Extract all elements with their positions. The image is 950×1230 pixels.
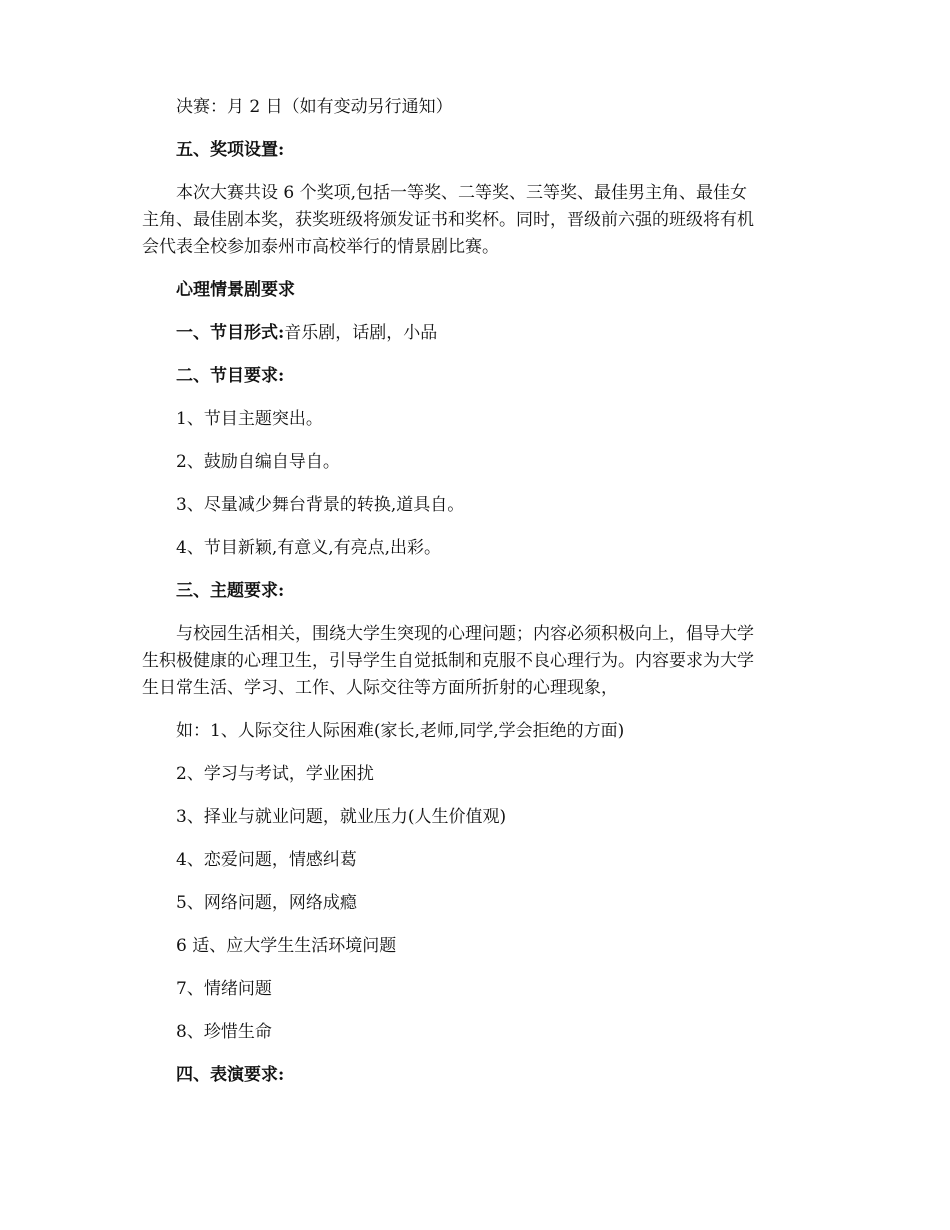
awards-paragraph bbox=[142, 180, 812, 261]
program-form-value: 音乐剧，话剧，小品 bbox=[284, 323, 438, 343]
requirements-title: 心理情景剧要求 bbox=[176, 280, 295, 300]
theme-line-3: 生日常生活、学习、工作、人际交往等方面所折射的心理现象， bbox=[142, 678, 618, 698]
program-form-heading: 一、节目形式: bbox=[176, 323, 285, 343]
awards-line-3: 会代表全校参加泰州市高校举行的情景剧比赛。 bbox=[142, 237, 499, 257]
theme-line-1: 与校园生活相关，围绕大学生突现的心理问题；内容必须积极向上，倡导大学 bbox=[176, 624, 754, 644]
program-item: 1、节目主题突出。 bbox=[176, 409, 323, 429]
theme-line-2: 生积极健康的心理卫生，引导学生自觉抵制和克服不良心理行为。内容要求为大学 bbox=[142, 651, 754, 671]
program-item: 2、鼓励自编自导自。 bbox=[176, 452, 340, 472]
program-requirements-heading: 二、节目要求: bbox=[176, 366, 285, 386]
theme-item: 7、情绪问题 bbox=[176, 979, 272, 999]
theme-item: 2、学习与考试，学业困扰 bbox=[176, 764, 374, 784]
final-round-text: 决赛：月 2 日（如有变动另行通知） bbox=[176, 97, 453, 117]
awards-line-2: 主角、最佳剧本奖，获奖班级将颁发证书和奖杯。同时，晋级前六强的班级将有机 bbox=[142, 210, 754, 230]
theme-requirements-heading: 三、主题要求: bbox=[176, 581, 285, 601]
awards-line-1: 本次大赛共设 6 个奖项,包括一等奖、二等奖、三等奖、最佳男主角、最佳女 bbox=[176, 183, 748, 203]
theme-item: 5、网络问题，网络成瘾 bbox=[176, 893, 357, 913]
theme-paragraph bbox=[142, 621, 812, 702]
theme-item: 如：1、人际交往人际困难(家长,老师,同学,学会拒绝的方面) bbox=[176, 721, 625, 741]
program-item: 4、节目新颖,有意义,有亮点,出彩。 bbox=[176, 538, 442, 558]
performance-requirements-heading: 四、表演要求: bbox=[176, 1065, 285, 1085]
theme-item: 3、择业与就业问题，就业压力(人生价值观) bbox=[176, 807, 507, 827]
theme-item: 6 适、应大学生生活环境问题 bbox=[176, 936, 397, 956]
program-item: 3、尽量减少舞台背景的转换,道具自。 bbox=[176, 495, 465, 515]
section-awards-heading: 五、奖项设置: bbox=[176, 140, 285, 160]
theme-item: 4、恋爱问题，情感纠葛 bbox=[176, 850, 357, 870]
theme-item: 8、珍惜生命 bbox=[176, 1022, 272, 1042]
document-page bbox=[142, 94, 812, 1105]
program-form-line bbox=[142, 320, 812, 347]
